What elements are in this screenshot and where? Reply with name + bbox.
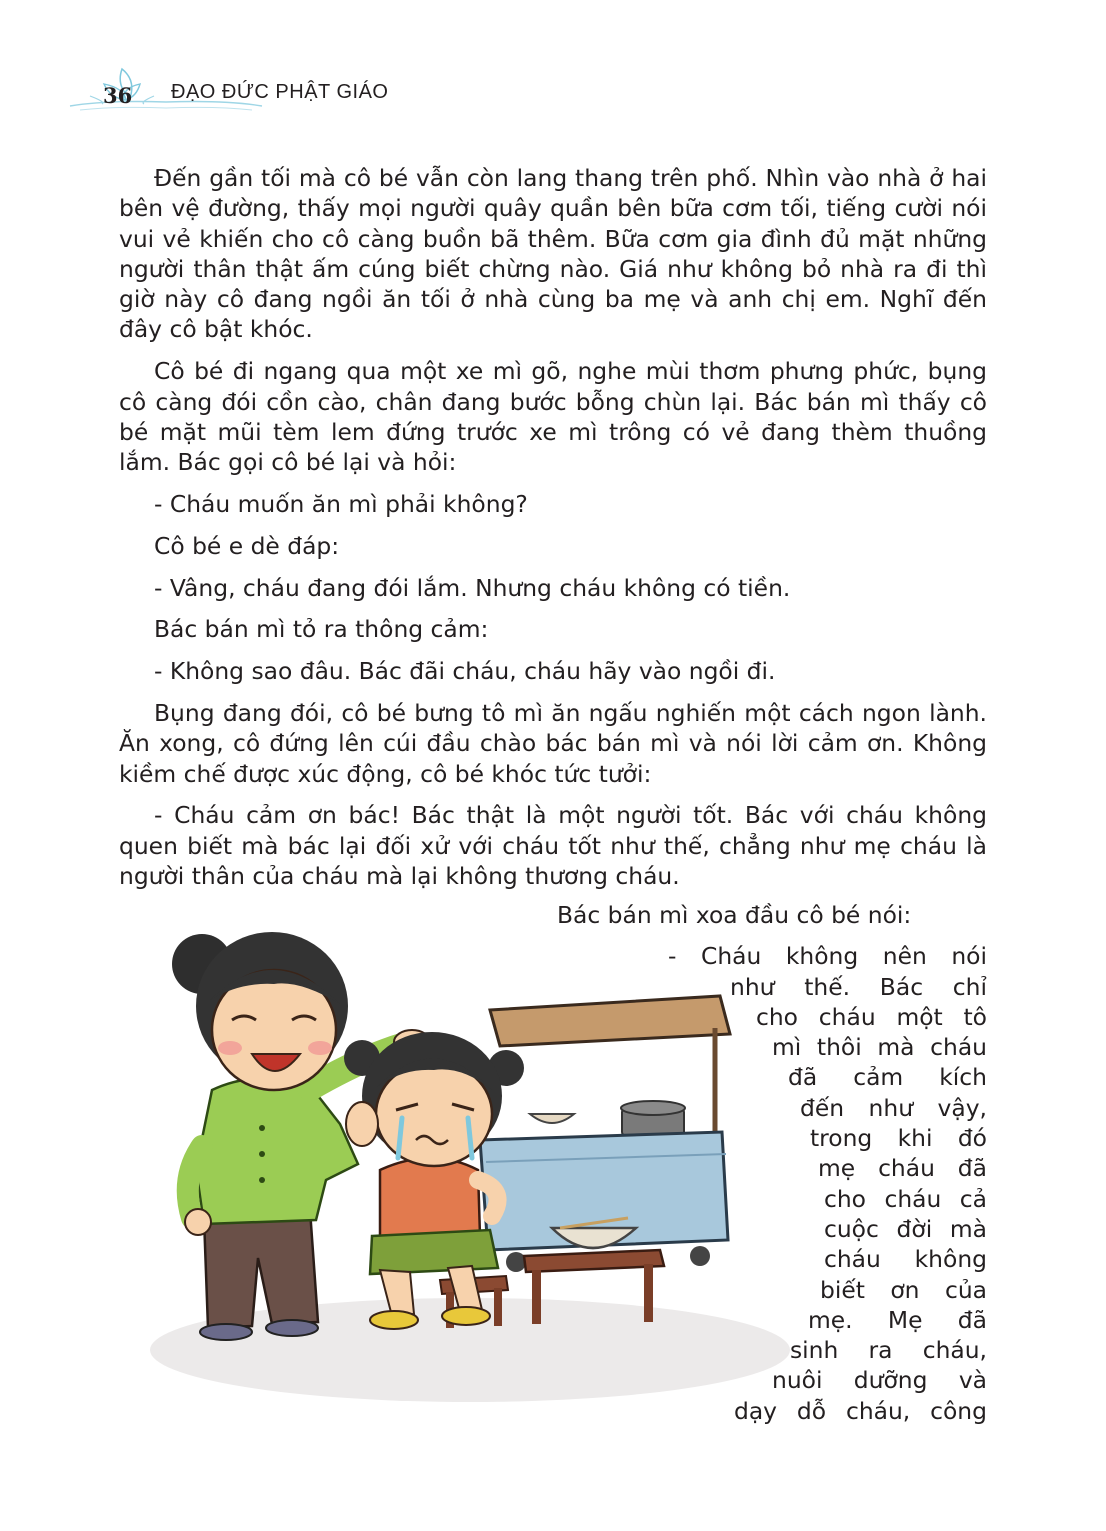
text-line: cho cháu cả <box>824 1184 987 1213</box>
dialogue-line: - Vâng, cháu đang đói lắm. Nhưng cháu không có tiền. <box>154 573 791 602</box>
body-text <box>119 163 987 903</box>
running-title: ĐẠO ĐỨC PHẬT GIÁO <box>171 81 389 103</box>
text-line: đã cảm kích <box>788 1063 987 1092</box>
dialogue-block <box>550 941 987 1426</box>
paragraph: Bác bán mì xoa đầu cô bé nói: <box>557 901 912 929</box>
text-line: mì thôi mà cháu <box>772 1033 987 1062</box>
text-line: cuộc đời mà <box>824 1214 987 1243</box>
text-line: đến như vậy, <box>800 1093 987 1122</box>
text-line: cho cháu một tô <box>756 1002 987 1031</box>
text-line: mẹ cháu đã <box>818 1154 987 1183</box>
text-line: dạy dỗ cháu, công <box>734 1396 987 1425</box>
paragraph: Bụng đang đói, cô bé bưng tô mì ăn ngấu nghiến một cách ngon lành. Ăn xong, cô đứng lên cúi đầu chào bác bán mì và nói lời cảm ơn. Không kiềm chế được xúc động, cô bé khóc tức tưởi: <box>119 698 987 788</box>
paragraph: Đến gần tối mà cô bé vẫn còn lang thang trên phố. Nhìn vào nhà ở hai bên vệ đường, thấy mọi người quây quần bên bữa cơm tối, tiếng cười nói vui vẻ khiến cho cô càng buồn bã thêm. Bữa cơm gia đình đủ mặt những người thân thật ấm cúng biết chừng nào. Giá như không bỏ nhà ra đi thì giờ này cô đang ngồi ăn tối ở nhà cùng ba mẹ và anh chị em. Nghĩ đến đây cô bật khóc. <box>119 164 987 344</box>
text-line: trong khi đó <box>810 1124 987 1153</box>
text-line: mẹ. Mẹ đã <box>808 1305 987 1334</box>
text-line: như thế. Bác chỉ <box>730 972 987 1001</box>
dialogue-line: - Cháu cảm ơn bác! Bác thật là một người tốt. Bác với cháu không quen biết mà bác lại đối xử với cháu tốt như thế, chẳng như mẹ cháu là người thân của cháu mà lại không thương cháu. <box>119 801 987 890</box>
dialogue-line: - Không sao đâu. Bác đãi cháu, cháu hãy vào ngồi đi. <box>154 657 776 686</box>
paragraph: Bác bán mì tỏ ra thông cảm: <box>154 615 489 644</box>
dialogue-line: - Cháu muốn ăn mì phải không? <box>154 489 528 518</box>
text-line: sinh ra cháu, <box>790 1336 987 1365</box>
page-header <box>0 0 1106 140</box>
wrapped-text-column <box>550 900 987 1426</box>
page-number: 36 <box>103 83 133 108</box>
paragraph: Cô bé e dè đáp: <box>154 531 340 560</box>
text-line: biết ơn của <box>820 1275 987 1304</box>
text-line: - Cháu không nên nói <box>668 942 987 971</box>
text-line: nuôi dưỡng và <box>772 1366 987 1395</box>
text-line: cháu không <box>824 1245 987 1274</box>
paragraph: Cô bé đi ngang qua một xe mì gõ, nghe mùi thơm phưng phức, bụng cô càng đói cồn cào, chân đang bước bỗng chùn lại. Bác bán mì thấy cô bé mặt mũi tèm lem đứng trước xe mì trông có vẻ đang thèm thuồng lắm. Bác gọi cô bé lại và hỏi: <box>119 357 987 477</box>
